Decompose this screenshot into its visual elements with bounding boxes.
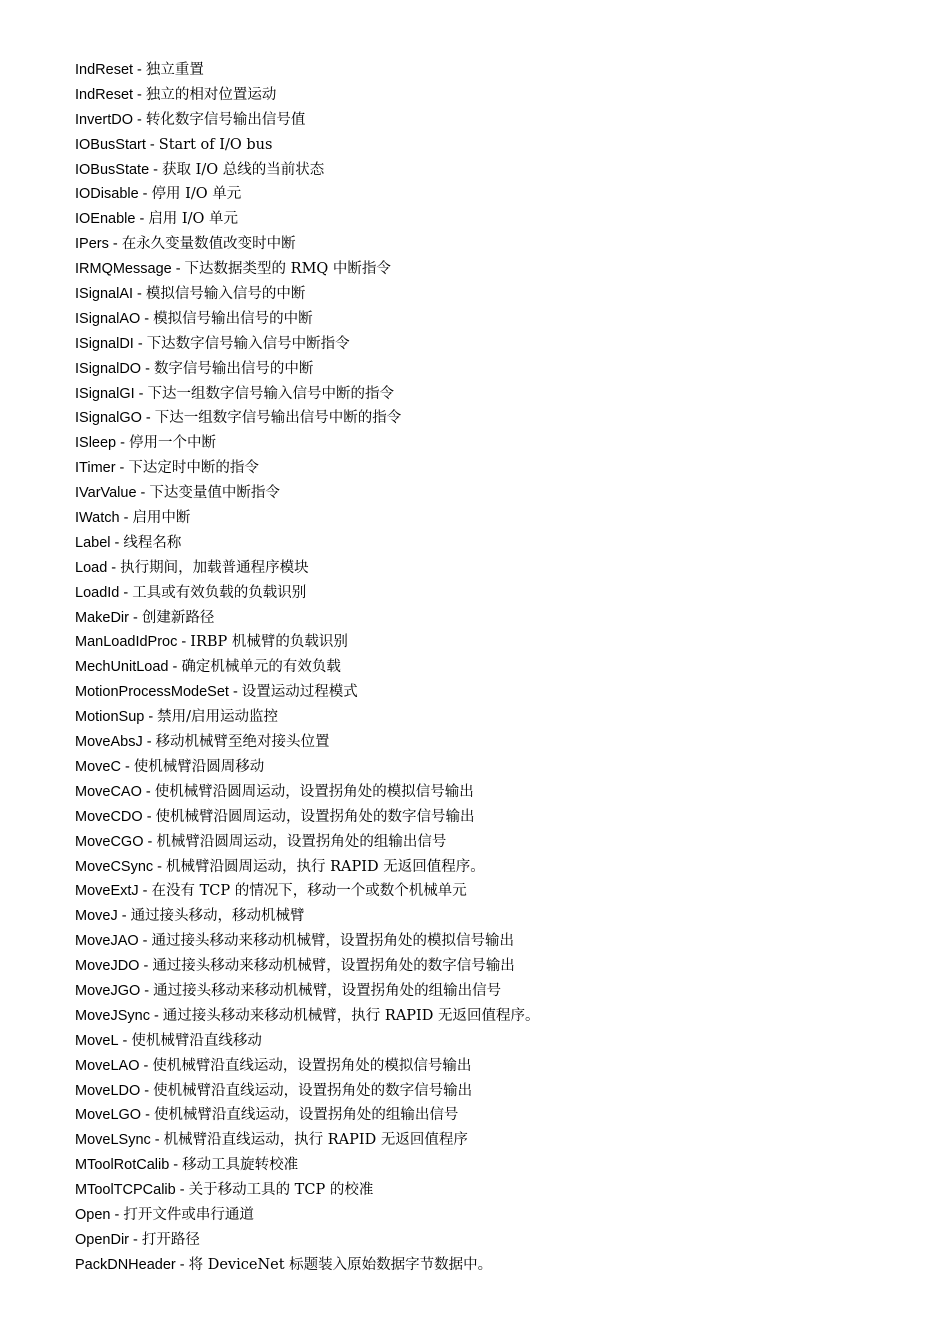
list-item	[75, 83, 540, 108]
instruction-description: 通过接头移动来移动机械臂，设置拐角处的组输出信号	[153, 982, 502, 999]
list-item	[75, 1054, 540, 1079]
instruction-description: 机械臂沿圆周运动，执行 RAPID 无返回值程序。	[166, 858, 485, 875]
instruction-description: 通过接头移动来移动机械臂，设置拐角处的数字信号输出	[152, 958, 515, 975]
instruction-description: 下达变量值中断指令	[149, 485, 280, 502]
instruction-description: 启用 I/O 单元	[148, 211, 239, 228]
separator-dash: -	[142, 186, 148, 203]
list-item	[75, 1128, 540, 1153]
list-item	[75, 133, 540, 158]
separator-dash: -	[122, 1032, 128, 1049]
separator-dash: -	[137, 111, 142, 128]
list-item	[75, 382, 540, 407]
instruction-name: ITimer	[75, 460, 116, 477]
list-item	[75, 58, 540, 83]
instruction-name: MoveCGO	[75, 833, 144, 850]
separator-dash: -	[112, 236, 118, 253]
list-item	[75, 979, 540, 1004]
separator-dash: -	[144, 310, 150, 327]
list-item	[75, 456, 540, 481]
instruction-description: 关于移动工具的 TCP 的校准	[188, 1182, 374, 1199]
instruction-description: 工具或有效负载的负载识别	[132, 584, 307, 601]
instruction-description: 使机械臂沿直线运动，设置拐角处的数字信号输出	[153, 1082, 473, 1099]
instruction-description: 停用一个中断	[128, 435, 216, 452]
instruction-name: MoveLDO	[75, 1082, 141, 1099]
list-item	[75, 357, 540, 382]
list-item	[75, 1153, 540, 1178]
instruction-description: 通过接头移动来移动机械臂，设置拐角处的模拟信号输出	[151, 933, 515, 950]
instruction-name: IVarValue	[75, 485, 137, 502]
separator-dash: -	[142, 883, 148, 900]
instruction-description: 通过接头移动，移动机械臂	[130, 908, 305, 925]
separator-dash: -	[133, 1231, 138, 1248]
separator-dash: -	[145, 360, 150, 377]
separator-dash: -	[137, 286, 142, 303]
instruction-description: 使机械臂沿直线运动，设置拐角处的模拟信号输出	[152, 1057, 472, 1074]
list-item	[75, 158, 540, 183]
separator-dash: -	[132, 609, 138, 626]
instruction-name: Open	[75, 1206, 111, 1223]
instruction-description: 线程名称	[123, 534, 182, 551]
instruction-name: MoveJSync	[75, 1007, 150, 1024]
list-item	[75, 1253, 540, 1278]
list-item	[75, 108, 540, 133]
list-item	[75, 606, 540, 631]
separator-dash: -	[146, 808, 152, 825]
instruction-name: IndReset	[75, 62, 134, 78]
list-item	[75, 1079, 540, 1104]
instruction-name: ISignalAO	[75, 310, 141, 327]
list-item	[75, 904, 540, 929]
list-item	[75, 655, 540, 680]
instruction-description: 移动机械臂至绝对接头位置	[155, 734, 330, 751]
separator-dash: -	[146, 734, 152, 751]
list-item	[75, 1103, 540, 1128]
list-item	[75, 879, 540, 904]
separator-dash: -	[175, 261, 181, 278]
instruction-description: 下达一组数字信号输出信号中断的指令	[154, 410, 402, 427]
instruction-description: 停用 I/O 单元	[151, 186, 242, 203]
instruction-name: MoveCSync	[75, 858, 154, 875]
list-item	[75, 431, 540, 456]
separator-dash: -	[140, 485, 146, 502]
instruction-description: 转化数字信号输出信号值	[145, 111, 306, 128]
instruction-description: 确定机械单元的有效负载	[181, 659, 341, 676]
instruction-name: IOBusState	[75, 161, 150, 178]
instruction-description: 在永久变量数值改变时中断	[121, 236, 296, 253]
separator-dash: -	[179, 1182, 185, 1199]
instruction-name: MoveLSync	[75, 1132, 151, 1149]
list-item	[75, 1228, 540, 1253]
instruction-name: IPers	[75, 236, 109, 253]
instruction-description: 创建新路径	[141, 609, 215, 626]
instruction-name: IOEnable	[75, 211, 136, 228]
list-item	[75, 705, 540, 730]
instruction-name: MotionSup	[75, 709, 145, 726]
list-item	[75, 506, 540, 531]
separator-dash: -	[143, 958, 149, 975]
instruction-description: 下达一组数字信号输入信号中断的指令	[147, 385, 394, 402]
list-item	[75, 232, 540, 257]
instruction-description: 机械臂沿圆周运动，设置拐角处的组输出信号	[156, 833, 447, 850]
list-item	[75, 730, 540, 755]
instruction-name: ISignalAI	[75, 286, 134, 303]
list-item	[75, 680, 540, 705]
separator-dash: -	[142, 933, 148, 950]
instruction-description: IRBP 机械臂的负载识别	[190, 634, 348, 651]
list-item	[75, 332, 540, 357]
separator-dash: -	[137, 62, 142, 78]
list-item	[75, 531, 540, 556]
separator-dash: -	[111, 559, 117, 576]
instruction-description: 通过接头移动来移动机械臂，执行 RAPID 无返回值程序。	[162, 1007, 540, 1024]
separator-dash: -	[114, 1206, 120, 1223]
separator-dash: -	[181, 634, 187, 651]
list-item	[75, 257, 540, 282]
list-item	[75, 855, 540, 880]
instruction-description: 使机械臂沿圆周运动，设置拐角处的数字信号输出	[155, 808, 475, 825]
instruction-description: 打开路径	[141, 1231, 200, 1248]
list-item	[75, 954, 540, 979]
instruction-description: 使机械臂沿圆周移动	[133, 758, 265, 775]
instruction-name: MoveCAO	[75, 783, 142, 800]
list-item	[75, 182, 540, 207]
list-item	[75, 581, 540, 606]
instruction-description: 使机械臂沿圆周运动，设置拐角处的模拟信号输出	[154, 783, 474, 800]
instruction-description: 使机械臂沿直线运动，设置拐角处的组输出信号	[153, 1107, 459, 1124]
separator-dash: -	[121, 908, 127, 925]
instruction-name: Load	[75, 559, 108, 576]
instruction-description: 禁用/启用运动监控	[157, 709, 279, 726]
instruction-name: IWatch	[75, 510, 120, 527]
instruction-name: MoveL	[75, 1032, 119, 1049]
instruction-name: ISignalDI	[75, 335, 134, 352]
list-item	[75, 1203, 540, 1228]
instruction-name: ISignalGO	[75, 410, 142, 427]
instruction-name: PackDNHeader	[75, 1256, 176, 1273]
instruction-name: MoveLGO	[75, 1107, 142, 1124]
separator-dash: -	[153, 161, 158, 178]
separator-dash: -	[139, 211, 145, 228]
instruction-name: MotionProcessModeSet	[75, 684, 229, 701]
instruction-name: ISleep	[75, 435, 117, 452]
list-item	[75, 755, 540, 780]
instruction-name: InvertDO	[75, 111, 134, 128]
instruction-description: 数字信号输出信号的中断	[153, 360, 314, 377]
separator-dash: -	[172, 659, 178, 676]
instruction-name: ISignalDO	[75, 360, 142, 377]
instruction-name: MoveJGO	[75, 982, 141, 999]
separator-dash: -	[154, 1132, 160, 1149]
instruction-name: MoveExtJ	[75, 883, 139, 900]
instruction-description: 模拟信号输出信号的中断	[153, 310, 313, 327]
instruction-name: ManLoadIdProc	[75, 634, 178, 651]
instruction-description: 模拟信号输入信号的中断	[145, 286, 306, 303]
instruction-description: Start of I/O bus	[158, 136, 273, 153]
list-item	[75, 780, 540, 805]
list-item	[75, 207, 540, 232]
separator-dash: -	[120, 435, 125, 452]
instruction-description: 下达数字信号输入信号中断指令	[146, 335, 350, 352]
instruction-description: 打开文件或串行通道	[123, 1206, 254, 1223]
separator-dash: -	[123, 584, 129, 601]
list-item	[75, 406, 540, 431]
instruction-name: ISignalGI	[75, 385, 135, 402]
list-item	[75, 1004, 540, 1029]
instruction-name: MoveJDO	[75, 958, 140, 975]
instruction-name: IndReset	[75, 86, 134, 103]
separator-dash: -	[157, 858, 163, 875]
instruction-description: 启用中断	[132, 510, 191, 527]
instruction-name: LoadId	[75, 584, 120, 601]
list-item	[75, 1178, 540, 1203]
list-item	[75, 805, 540, 830]
list-item	[75, 929, 540, 954]
separator-dash: -	[124, 758, 130, 775]
instruction-name: MoveAbsJ	[75, 734, 143, 751]
instruction-name: IODisable	[75, 186, 139, 203]
instruction-description: 机械臂沿直线运动，执行 RAPID 无返回值程序	[163, 1132, 468, 1149]
instruction-name: MToolRotCalib	[75, 1157, 170, 1174]
separator-dash: -	[137, 335, 143, 352]
instruction-name: MoveCDO	[75, 808, 143, 825]
list-item	[75, 481, 540, 506]
instruction-description: 在没有 TCP 的情况下，移动一个或数个机械单元	[151, 883, 467, 900]
list-item	[75, 830, 540, 855]
separator-dash: -	[119, 460, 125, 477]
instruction-name: Label	[75, 534, 111, 551]
separator-dash: -	[173, 1157, 179, 1174]
list-item	[75, 282, 540, 307]
list-item	[75, 556, 540, 581]
instruction-description: 下达数据类型的 RMQ 中断指令	[184, 261, 391, 278]
instruction-description: 独立重置	[145, 62, 204, 78]
separator-dash: -	[144, 982, 150, 999]
instruction-description: 使机械臂沿直线移动	[131, 1032, 262, 1049]
separator-dash: -	[143, 1057, 149, 1074]
instruction-name: IOBusStart	[75, 136, 146, 153]
instruction-description: 移动工具旋转校准	[182, 1157, 299, 1174]
separator-dash: -	[149, 136, 155, 153]
instruction-description: 设置运动过程模式	[241, 684, 358, 701]
instruction-name: MoveLAO	[75, 1057, 140, 1074]
instruction-name: MoveC	[75, 758, 121, 775]
instruction-list	[75, 58, 540, 1278]
separator-dash: -	[148, 709, 154, 726]
instruction-description: 获取 I/O 总线的当前状态	[162, 161, 325, 178]
instruction-description: 执行期间，加载普通程序模块	[120, 559, 309, 576]
separator-dash: -	[145, 410, 151, 427]
instruction-name: OpenDir	[75, 1231, 129, 1248]
list-item	[75, 307, 540, 332]
instruction-name: MakeDir	[75, 609, 129, 626]
separator-dash: -	[145, 783, 151, 800]
list-item	[75, 630, 540, 655]
separator-dash: -	[153, 1007, 159, 1024]
separator-dash: -	[144, 1082, 150, 1099]
separator-dash: -	[114, 534, 120, 551]
list-item	[75, 1029, 540, 1054]
separator-dash: -	[145, 1107, 150, 1124]
separator-dash: -	[123, 510, 129, 527]
instruction-description: 下达定时中断的指令	[128, 460, 259, 477]
instruction-description: 独立的相对位置运动	[145, 86, 277, 103]
separator-dash: -	[137, 86, 142, 103]
separator-dash: -	[138, 385, 144, 402]
instruction-name: IRMQMessage	[75, 261, 172, 278]
instruction-name: MoveJAO	[75, 933, 139, 950]
separator-dash: -	[147, 833, 153, 850]
instruction-name: MToolTCPCalib	[75, 1182, 176, 1199]
separator-dash: -	[179, 1256, 185, 1273]
instruction-name: MechUnitLoad	[75, 659, 169, 676]
separator-dash: -	[232, 684, 238, 701]
instruction-description: 将 DeviceNet 标题装入原始数据字节数据中。	[188, 1256, 493, 1273]
instruction-name: MoveJ	[75, 908, 118, 925]
